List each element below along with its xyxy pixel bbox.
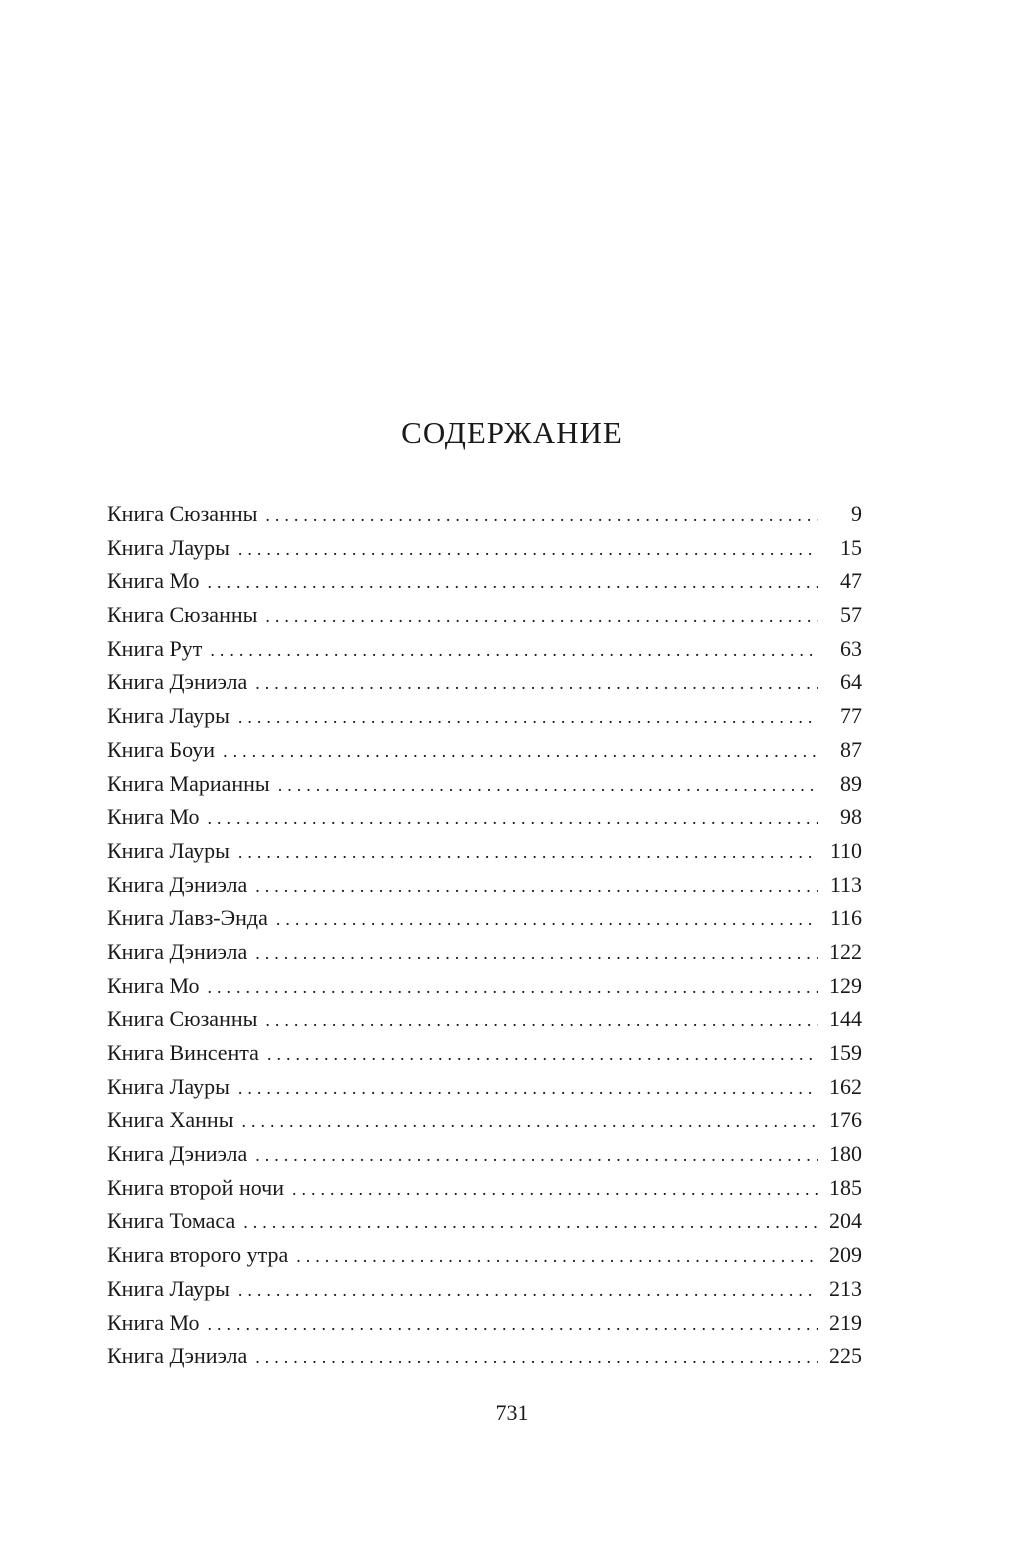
dot-leader [255, 667, 818, 701]
dot-leader [238, 1072, 818, 1106]
toc-entry-title: Книга Рут [107, 635, 203, 661]
toc-entry-title: Книга Лауры [107, 1073, 230, 1099]
toc-entry-title: Книга Сюзанны [107, 501, 258, 526]
toc-entry [107, 868, 862, 902]
dot-leader [223, 735, 818, 769]
toc-entry [107, 531, 862, 565]
page-number: 731 [495, 1400, 529, 1425]
toc-entry-title: Книга Винсента [107, 1040, 259, 1065]
dot-leader [255, 870, 818, 904]
dot-leader [208, 971, 818, 1005]
toc-entry-title: Книга Боуи [107, 736, 216, 762]
dot-leader [255, 937, 818, 971]
dot-leader [292, 1173, 818, 1207]
toc-entry-title: Книга Лауры [107, 1275, 230, 1301]
toc-entry [107, 935, 862, 969]
toc-entry-page: 204 [829, 1208, 862, 1234]
toc-entry-title: Книга Сюзанны [107, 1006, 258, 1032]
table-of-contents [107, 497, 862, 1373]
toc-entry [107, 733, 862, 767]
dot-leader [267, 1038, 818, 1072]
toc-entry-page: 162 [829, 1073, 862, 1099]
dot-leader [243, 1206, 818, 1240]
toc-entry-page: 15 [840, 534, 862, 560]
toc-entry-title: Книга Дэниэла [107, 669, 248, 695]
toc-entry-page: 213 [829, 1275, 862, 1301]
dot-leader [265, 1004, 818, 1038]
toc-entry [107, 969, 862, 1003]
toc-entry-title: Книга Лауры [107, 703, 230, 729]
dot-leader [238, 701, 818, 735]
toc-entry-page: 9 [851, 501, 862, 526]
toc-entry-title: Книга Марианны [107, 770, 270, 796]
toc-entry-page: 185 [829, 1174, 862, 1200]
dot-leader [208, 802, 818, 836]
toc-entry-page: 122 [829, 938, 862, 964]
toc-entry [107, 1036, 862, 1070]
toc-entry-title: Книга Дэниэла [107, 1141, 248, 1167]
toc-entry-title: Книга Сюзанны [107, 602, 258, 628]
dot-leader [242, 1105, 819, 1139]
dot-leader [296, 1240, 818, 1274]
toc-entry [107, 1103, 862, 1137]
dot-leader [238, 836, 818, 870]
toc-entry-title: Книга Дэниэла [107, 938, 248, 964]
dot-leader [208, 1308, 818, 1342]
toc-entry-title: Книга Мо [107, 972, 200, 998]
toc-entry-title: Книга второго утра [107, 1242, 289, 1268]
toc-entry-page: 159 [829, 1040, 862, 1065]
toc-entry [107, 598, 862, 632]
dot-leader [265, 600, 818, 634]
toc-entry-title: Книга второй ночи [107, 1174, 284, 1200]
toc-entry-page: 63 [840, 635, 862, 661]
dot-leader [238, 1274, 818, 1308]
toc-entry-title: Книга Мо [107, 568, 200, 594]
toc-entry [107, 1238, 862, 1272]
toc-entry-page: 47 [840, 568, 862, 594]
toc-entry-page: 219 [829, 1309, 862, 1335]
toc-entry-title: Книга Дэниэла [107, 871, 248, 897]
toc-entry [107, 1171, 862, 1205]
toc-entry-title: Книга Лауры [107, 534, 230, 560]
toc-entry-page: 180 [829, 1141, 862, 1167]
toc-entry-page: 129 [829, 972, 862, 998]
toc-entry-title: Книга Ханны [107, 1107, 234, 1133]
dot-leader [210, 634, 818, 668]
dot-leader [238, 533, 818, 567]
toc-entry [107, 767, 862, 801]
toc-entry-title: Книга Лауры [107, 837, 230, 863]
dot-leader [265, 499, 818, 533]
toc-entry-page: 77 [840, 703, 862, 729]
dot-leader [255, 1341, 818, 1375]
toc-entry [107, 1070, 862, 1104]
toc-entry-page: 87 [840, 736, 862, 762]
toc-entry-page: 89 [840, 770, 862, 796]
toc-entry-page: 209 [829, 1242, 862, 1268]
toc-entry [107, 800, 862, 834]
toc-entry [107, 665, 862, 699]
toc-entry [107, 1272, 862, 1306]
toc-entry-title: Книга Дэниэла [107, 1343, 248, 1369]
toc-entry-page: 57 [840, 602, 862, 628]
toc-entry [107, 497, 862, 531]
toc-entry [107, 1002, 862, 1036]
toc-entry-page: 98 [840, 804, 862, 830]
toc-entry-page: 225 [829, 1343, 862, 1369]
toc-entry [107, 699, 862, 733]
toc-entry-page: 116 [829, 905, 862, 931]
toc-entry-title: Книга Лавз-Энда [107, 905, 268, 931]
dot-leader [208, 566, 818, 600]
toc-entry-title: Книга Мо [107, 804, 200, 830]
dot-leader [276, 903, 818, 937]
toc-entry [107, 564, 862, 598]
page-title: СОДЕРЖАНИЕ [401, 415, 623, 450]
toc-entry [107, 632, 862, 666]
toc-entry [107, 834, 862, 868]
toc-entry-title: Книга Томаса [107, 1208, 236, 1234]
toc-entry [107, 1137, 862, 1171]
toc-entry-page: 110 [829, 837, 862, 863]
toc-entry [107, 1204, 862, 1238]
toc-entry [107, 901, 862, 935]
dot-leader [278, 769, 818, 803]
toc-entry [107, 1306, 862, 1340]
dot-leader [255, 1139, 818, 1173]
toc-entry-page: 144 [829, 1006, 862, 1032]
toc-entry-page: 176 [829, 1107, 862, 1133]
toc-entry [107, 1339, 862, 1373]
toc-entry-page: 64 [840, 669, 862, 695]
toc-entry-page: 113 [829, 871, 862, 897]
toc-entry-title: Книга Мо [107, 1309, 200, 1335]
